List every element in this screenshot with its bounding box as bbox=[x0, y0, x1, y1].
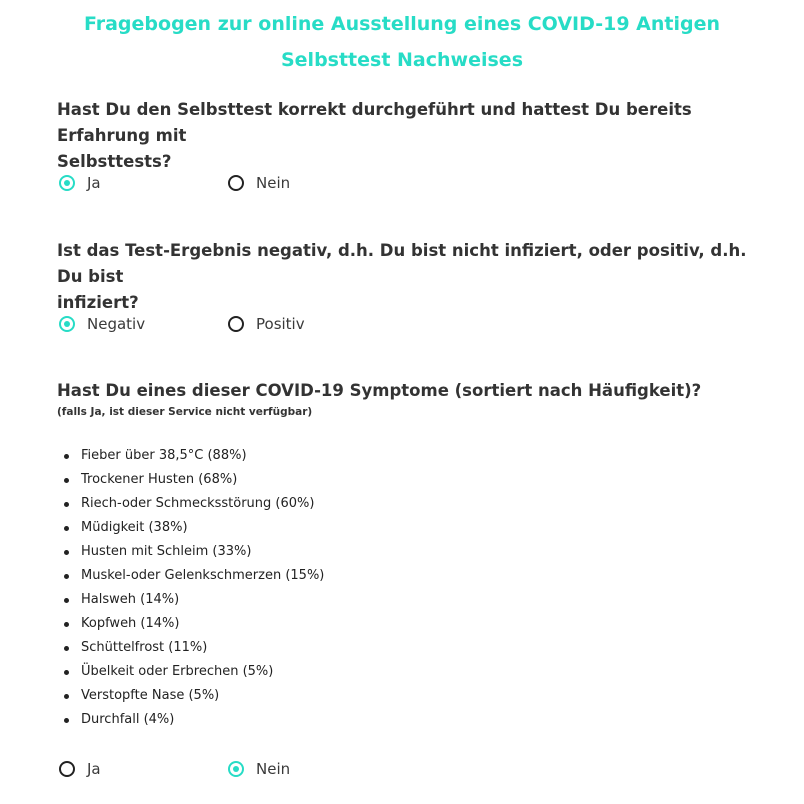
radio-unchecked-icon[interactable] bbox=[228, 175, 244, 191]
list-item: Kopfweh (14%) bbox=[62, 612, 324, 636]
list-item: Husten mit Schleim (33%) bbox=[62, 540, 324, 564]
list-item: Verstopfte Nase (5%) bbox=[62, 684, 324, 708]
q2-radio-negativ[interactable] bbox=[59, 315, 145, 333]
list-item: Riech-oder Schmecksstörung (60%) bbox=[62, 492, 324, 516]
q2-radio-negativ-label: Negativ bbox=[87, 315, 146, 333]
radio-checked-icon[interactable] bbox=[59, 316, 75, 332]
q1-radio-ja-label: Ja bbox=[87, 174, 101, 192]
list-item: Übelkeit oder Erbrechen (5%) bbox=[62, 660, 324, 684]
q3-radio-nein-label: Nein bbox=[256, 760, 291, 778]
q1-radio-nein[interactable] bbox=[228, 174, 290, 192]
q1-radio-ja[interactable] bbox=[59, 174, 101, 192]
list-item: Halsweh (14%) bbox=[62, 588, 324, 612]
radio-unchecked-icon[interactable] bbox=[59, 761, 75, 777]
question-2-line1: Ist das Test-Ergebnis negativ, d.h. Du bist nicht infiziert, oder positiv, d.h. Du bist bbox=[57, 241, 747, 286]
list-item: Fieber über 38,5°C (88%) bbox=[62, 444, 324, 468]
question-1-line1: Hast Du den Selbsttest korrekt durchgeführt und hattest Du bereits Erfahrung mit bbox=[57, 100, 692, 145]
q2-radio-positiv-label: Positiv bbox=[256, 315, 305, 333]
radio-checked-icon[interactable] bbox=[228, 761, 244, 777]
question-3-note: (falls Ja, ist dieser Service nicht verfügbar) bbox=[57, 406, 313, 418]
radio-checked-icon[interactable] bbox=[59, 175, 75, 191]
page-title-line2: Selbsttest Nachweises bbox=[280, 49, 524, 71]
page-title-line1: Fragebogen zur online Ausstellung eines COVID-19 Antigen bbox=[83, 13, 721, 35]
list-item: Muskel-oder Gelenkschmerzen (15%) bbox=[62, 564, 324, 588]
question-1-line2: Selbsttests? bbox=[57, 152, 172, 171]
list-item: Durchfall (4%) bbox=[62, 708, 324, 732]
list-item: Müdigkeit (38%) bbox=[62, 516, 324, 540]
symptom-list bbox=[62, 444, 324, 732]
q3-radio-ja[interactable] bbox=[59, 760, 101, 778]
question-3: Hast Du eines dieser COVID-19 Symptome (sortiert nach Häufigkeit)? bbox=[57, 381, 702, 400]
q1-radio-nein-label: Nein bbox=[256, 174, 291, 192]
question-1 bbox=[57, 97, 757, 175]
q3-radio-ja-label: Ja bbox=[87, 760, 101, 778]
q2-radio-positiv[interactable] bbox=[228, 315, 305, 333]
list-item: Trockener Husten (68%) bbox=[62, 468, 324, 492]
question-2 bbox=[57, 238, 757, 316]
q3-radio-nein[interactable] bbox=[228, 760, 290, 778]
radio-unchecked-icon[interactable] bbox=[228, 316, 244, 332]
question-2-line2: infiziert? bbox=[57, 293, 139, 312]
list-item: Schüttelfrost (11%) bbox=[62, 636, 324, 660]
